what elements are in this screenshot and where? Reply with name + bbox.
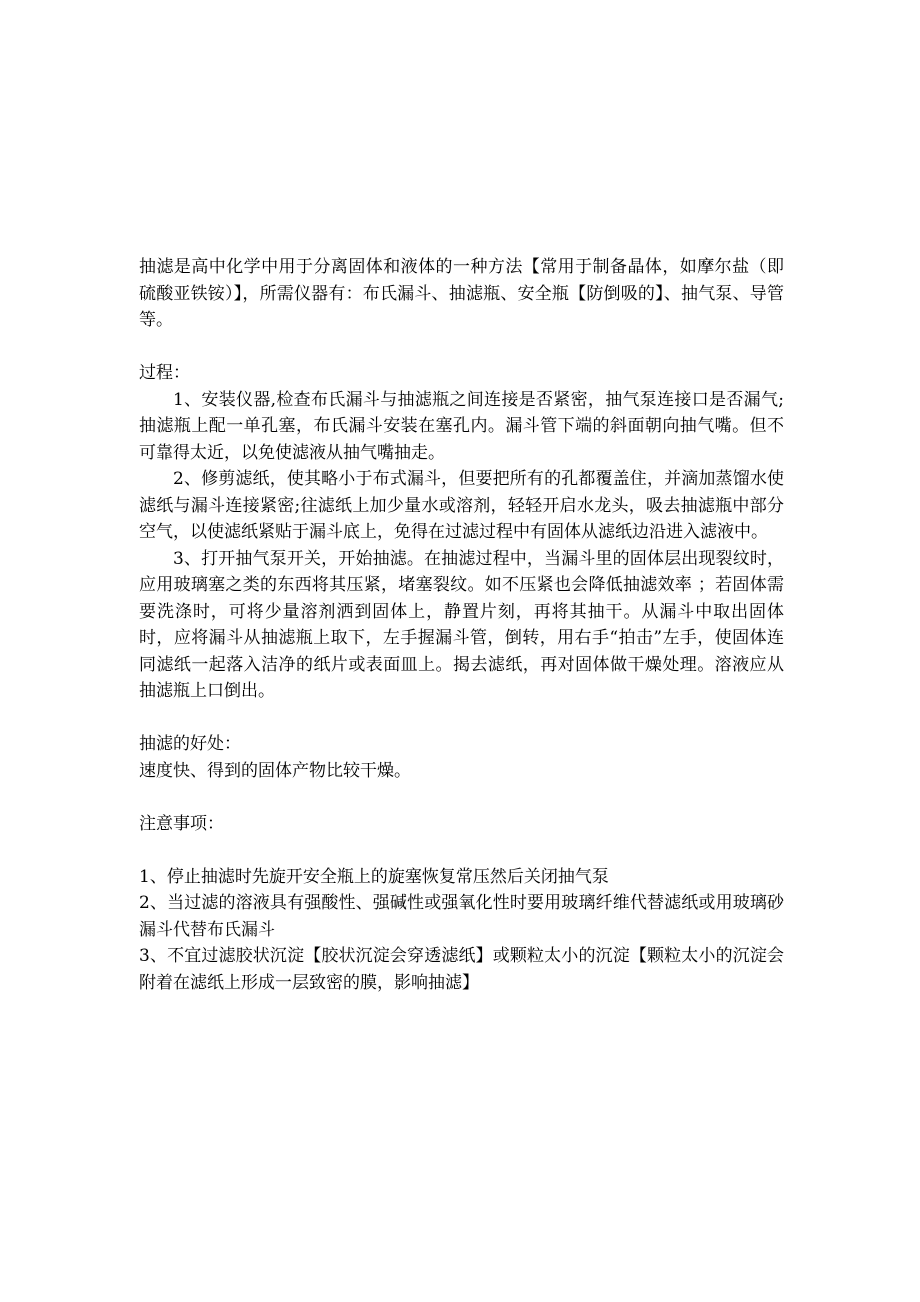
spacer [139,705,784,732]
spacer [139,837,784,864]
process-step-1: 1、安装仪器,检查布氏漏斗与抽滤瓶之间连接是否紧密，抽气泵连接口是否漏气;抽滤瓶上配一单孔塞，布氏漏斗安装在塞孔内。漏斗管下端的斜面朝向抽气嘴。但不可靠得太近，以免使滤液从抽气嘴抽走。 [139,389,784,463]
benefits-text: 速度快、得到的固体产物比较干燥。 [139,760,411,781]
spacer [139,784,784,811]
note-item-3: 3、不宜过滤胶状沉淀【胶状沉淀会穿透滤纸】或颗粒太小的沉淀【颗粒太小的沉淀会附着在滤纸上形成一层致密的膜，影响抽滤】 [139,946,784,993]
spacer [139,334,784,361]
benefits-heading: 抽滤的好处： [139,734,241,754]
intro-paragraph: 抽滤是高中化学中用于分离固体和液体的一种方法【常用于制备晶体，如摩尔盐（即硫酸亚铁铵）】，所需仪器有：布氏漏斗、抽滤瓶、安全瓶【防倒吸的】、抽气泵、导管等。 [139,257,784,330]
note-item-1: 1、停止抽滤时先旋开安全瓶上的旋塞恢复常压然后关闭抽气泵 [139,866,609,887]
process-step-3: 3、打开抽气泵开关，开始抽滤。在抽滤过程中，当漏斗里的固体层出现裂纹时，应用玻璃塞之类的东西将其压紧，堵塞裂纹。如不压紧也会降低抽滤效率 ；若固体需要洗涤时，可将少量溶剂洒到固体上，静置片刻，再将其抽干。从漏斗中取出固体时，应将漏斗从抽滤瓶上取下，左手握漏斗管，倒转，用右手“拍击”左手，使固体连同滤纸一起落入洁净的纸片或表面皿上。揭去滤纸，再对固体做干燥处理。溶液应从抽滤瓶上口倒出。 [139,548,784,701]
process-heading: 过程： [139,363,190,383]
notes-heading: 注意事项： [139,813,224,834]
process-step-2: 2、修剪滤纸，使其略小于布式漏斗，但要把所有的孔都覆盖住，并滴加蒸馏水使滤纸与漏斗连接紧密;往滤纸上加少量水或溶剂，轻轻开启水龙头，吸去抽滤瓶中部分空气，以使滤纸紧贴于漏斗底上，免得在过滤过程中有固体从滤纸边沿进入滤液中。 [139,469,784,542]
note-item-2: 2、当过滤的溶液具有强酸性、强碱性或强氧化性时要用玻璃纤维代替滤纸或用玻璃砂漏斗代替布氏漏斗 [139,893,784,940]
document-body [139,254,784,996]
